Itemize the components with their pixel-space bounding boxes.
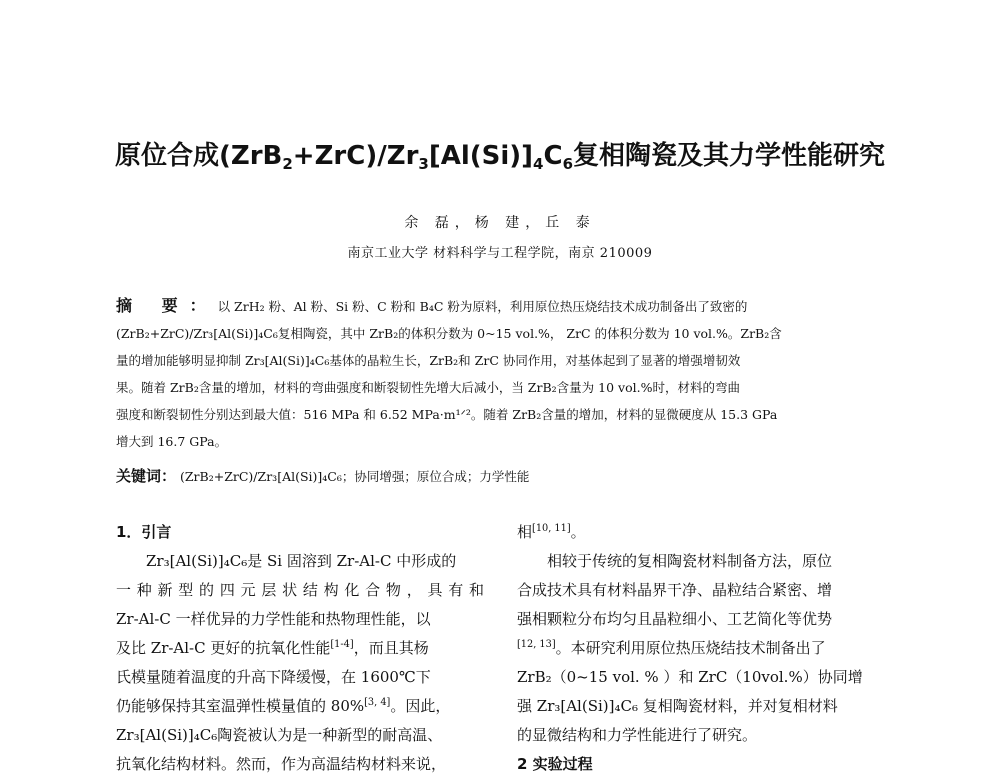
abstract-line-2: (ZrB₂+ZrC)/Zr₃[Al(Si)]₄C₆复相陶瓷，其中 ZrB₂的体积分数为 0~15 vol.%， ZrC 的体积分数为 10 vol.%。ZrB₂含 xyxy=(116,326,782,341)
body-line: 相[10, 11]。 xyxy=(517,523,586,541)
body-line: Zr-Al-C 一样优异的力学性能和热物理性能，以 xyxy=(116,610,431,628)
abstract-label: 摘 要： xyxy=(116,296,218,315)
keywords xyxy=(116,466,886,487)
body-line: ZrB₂（0~15 vol. % ）和 ZrC（10vol.%）协同增 xyxy=(517,668,863,686)
body-line: 强相颗粒分布均匀且晶粒细小、工艺简化等优势 xyxy=(517,610,833,628)
abstract-line-3: 量的增加能够明显抑制 Zr₃[Al(Si)]₄C₆基体的晶粒生长，ZrB₂和 ZrC 协同作用，对基体起到了显著的增强增韧效 xyxy=(116,353,741,368)
body-line: Zr₃[Al(Si)]₄C₆陶瓷被认为是一种新型的耐高温、 xyxy=(116,726,443,744)
body-line: 及比 Zr-Al-C 更好的抗氧化性能[1-4]，而且其杨 xyxy=(116,639,429,657)
abstract-line-5: 强度和断裂韧性分别达到最大值：516 MPa 和 6.52 MPa·m¹ᐟ²。随着 ZrB₂含量的增加，材料的显微硬度从 15.3 GPa xyxy=(116,407,778,422)
body-line: 合成技术具有材料晶界干净、晶粒结合紧密、增 xyxy=(517,581,833,599)
body-line: Zr₃[Al(Si)]₄C₆是 Si 固溶到 Zr-Al-C 中形成的 xyxy=(146,552,457,570)
body-line: 相较于传统的复相陶瓷材料制备方法，原位 xyxy=(547,552,833,570)
affiliation: 南京工业大学 材料科学与工程学院，南京 210009 xyxy=(347,246,653,261)
body-line: 的显微结构和力学性能进行了研究。 xyxy=(517,726,758,744)
abstract-line-4: 果。随着 ZrB₂含量的增加，材料的弯曲强度和断裂韧性先增大后减小，当 ZrB₂含量为 10 vol.%时，材料的弯曲 xyxy=(116,380,740,395)
abstract xyxy=(116,292,886,455)
body-line: 氏模量随着温度的升高下降缓慢，在 1600℃下 xyxy=(116,668,431,686)
body-line: [12, 13]。本研究利用原位热压烧结技术制备出了 xyxy=(517,639,826,657)
citation: [12, 13] xyxy=(517,639,556,651)
citation: [10, 11] xyxy=(532,523,571,535)
right-column xyxy=(517,518,887,779)
keywords-text: (ZrB₂+ZrC)/Zr₃[Al(Si)]₄C₆；协同增强；原位合成；力学性能 xyxy=(180,469,530,484)
section-heading-experiment: 2 实验过程 xyxy=(517,755,593,773)
citation: [1-4] xyxy=(330,639,354,651)
abstract-line-6: 增大到 16.7 GPa。 xyxy=(116,434,228,449)
authors: 余 磊，杨 建，丘 泰 xyxy=(404,215,596,231)
paper-title: 原位合成$(ZrB_2+ZrC)/Zr_3[Al(Si)]_4C_6$复相陶瓷及其力学性能研究 xyxy=(114,141,886,173)
keywords-label: 关键词： xyxy=(116,467,177,485)
body-line: 抗氧化结构材料。然而，作为高温结构材料来说， xyxy=(116,755,447,773)
body-line: 仍能够保持其室温弹性模量值的 80%[3, 4]。因此， xyxy=(116,697,451,715)
citation: [3, 4] xyxy=(364,697,391,709)
abstract-line-1: 摘 要：以 ZrH₂ 粉、Al 粉、Si 粉、C 粉和 B₄C 粉为原料，利用原位热压烧结技术成功制备出了致密的 xyxy=(116,296,748,315)
section-heading-intro: 1．引言 xyxy=(116,523,172,541)
body-line: 强 Zr₃[Al(Si)]₄C₆ 复相陶瓷材料，并对复相材料 xyxy=(517,697,838,715)
left-column xyxy=(116,518,484,779)
body-line: 一种新型的四元层状结构化合物，具有和 xyxy=(116,581,484,599)
